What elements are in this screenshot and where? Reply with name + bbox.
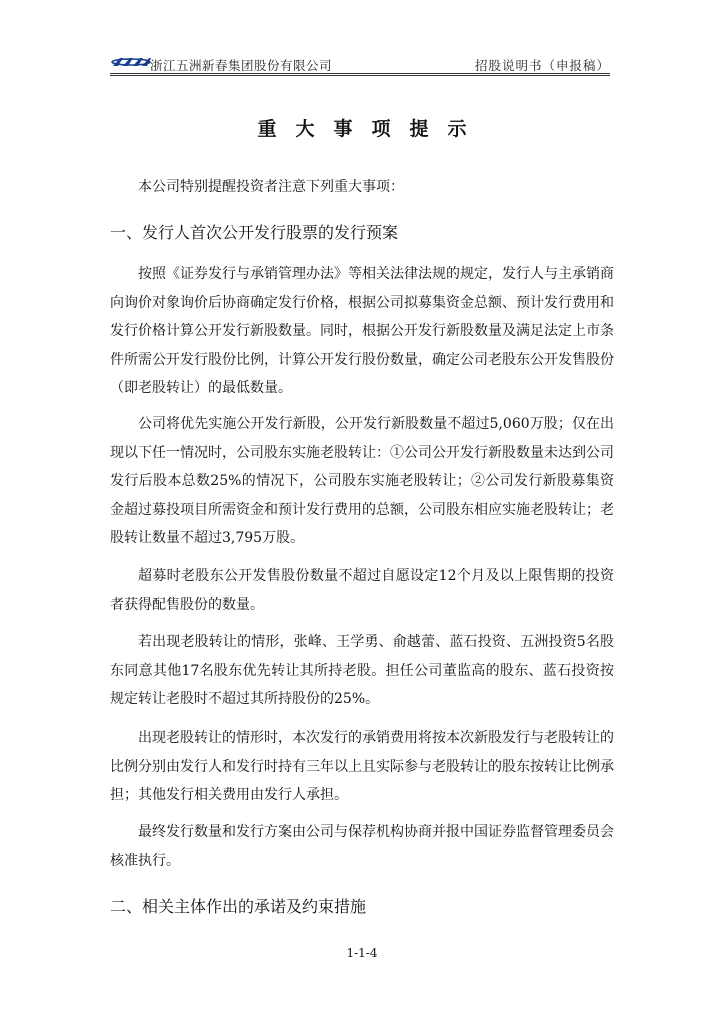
section-heading-1: 一、发行人首次公开发行股票的发行预案	[110, 223, 399, 242]
header-document-type: 招股说明书（申报稿）	[474, 58, 610, 73]
paragraph-3: 超募时老股东公开发售股份数量不超过自愿设定12个月及以上限售期的投资者获得配售股份的数量。	[110, 568, 614, 613]
section-heading-2: 二、相关主体作出的承诺及约束措施	[110, 897, 367, 916]
header-divider	[110, 73, 610, 76]
company-logo-icon	[110, 55, 152, 69]
paragraph-5: 出现老股转让的情形时，本次发行的承销费用将按本次新股发行与老股转让的比例分别由发行人和发行时持有三年以上且实际参与老股转让的股东按转让比例承担；其他发行相关费用由发行人承担。	[110, 730, 614, 803]
paragraph-1: 按照《证券发行与承销管理办法》等相关法律法规的规定，发行人与主承销商向询价对象询价后协商确定发行价格，根据公司拟募集资金总额、预计发行费用和发行价格计算公开发行新股数量。同时，根据公开发行新股数量及满足法定上市条件所需公开发行股份比例，计算公开发行股份数量，确定公司老股东公开发售股份（即老股转让）的最低数量。	[110, 266, 614, 396]
paragraph-2: 公司将优先实施公开发行新股，公开发行新股数量不超过5,060万股；仅在出现以下任一情况时，公司股东实施老股转让：①公司公开发行新股数量未达到公司发行后股本总数25%的情况下，公司股东实施老股转让；②公司发行新股募集资金超过募投项目所需资金和预计发行费用的总额，公司股东相应实施老股转让；老股转让数量不超过3,795万股。	[110, 416, 614, 546]
intro-text: 本公司特别提醒投资者注意下列重大事项：	[138, 179, 404, 195]
page-number: 1-1-4	[346, 946, 378, 960]
paragraph-6: 最终发行数量和发行方案由公司与保荐机构协商并报中国证券监督管理委员会核准执行。	[110, 824, 614, 869]
page-title: 重大事项提示	[257, 118, 486, 140]
header-company-name: 浙江五洲新春集团股份有限公司	[150, 58, 333, 73]
paragraph-4: 若出现老股转让的情形，张峰、王学勇、俞越蕾、蓝石投资、五洲投资5名股东同意其他17名股东优先转让其所持老股。担任公司董监高的股东、蓝石投资按规定转让老股时不超过其所持股份的25%。	[110, 634, 614, 707]
